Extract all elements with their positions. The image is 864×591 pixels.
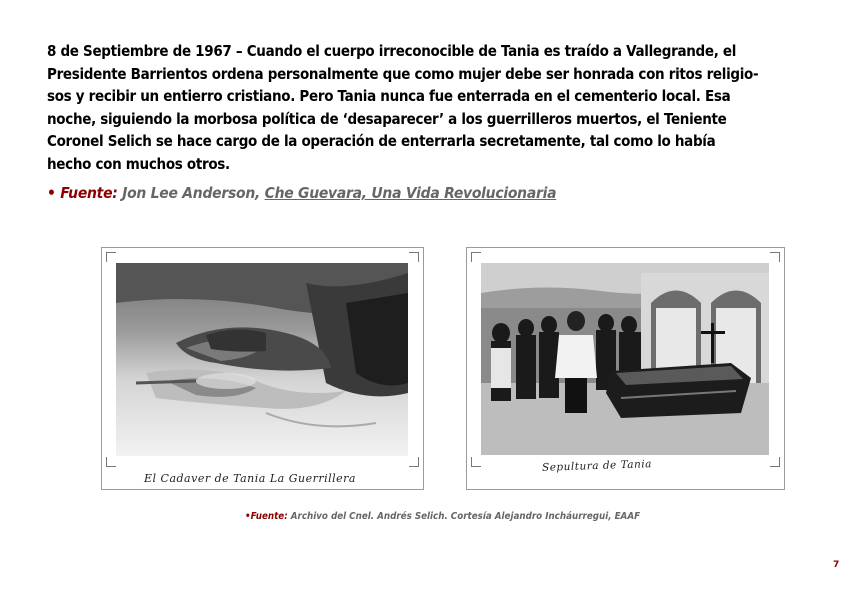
photo-caption: Sepultura de Tania bbox=[541, 458, 653, 474]
paragraph-line: noche, siguiendo la morbosa política de ‘desaparecer’ a los guerrilleros muertos, el Teniente bbox=[47, 109, 727, 128]
source-book-link[interactable]: Che Guevara, Una Vida Revolucionaria bbox=[264, 184, 557, 202]
paragraph-line: sos y recibir un entierro cristiano. Pero Tania nunca fue enterrada en el cementerio local. Esa bbox=[47, 87, 731, 105]
photo-sepultura-image bbox=[481, 263, 769, 455]
paragraph-line: hecho con muchos otros. bbox=[47, 154, 230, 173]
main-paragraph bbox=[47, 40, 837, 175]
paragraph-line: Presidente Barrientos ordena personalmente que como mujer debe ser honrada con ritos religio- bbox=[47, 64, 759, 83]
page-number: 7 bbox=[833, 560, 840, 570]
photo-source-citation bbox=[245, 511, 640, 522]
photo-source-text: Archivo del Cnel. Andrés Selich. Cortesía Alejandro Incháurregui, EAAF bbox=[290, 511, 641, 522]
photo-cadaver-image bbox=[116, 263, 408, 456]
paragraph-line: 8 de Septiembre de 1967 – Cuando el cuerpo irreconocible de Tania es traído a Vallegrande, el bbox=[47, 42, 737, 60]
bullet: • bbox=[47, 184, 56, 202]
source-author: Jon Lee Anderson, bbox=[122, 184, 261, 202]
photo-source-label: •Fuente: bbox=[245, 511, 288, 522]
paragraph-line: Coronel Selich se hace cargo de la operación de enterrarla secretamente, tal como lo había bbox=[47, 132, 716, 150]
source-label: Fuente: bbox=[60, 184, 118, 202]
photo-card-sepultura bbox=[466, 247, 785, 490]
source-citation bbox=[47, 184, 556, 202]
photo-caption: El Cadaver de Tania La Guerrillera bbox=[144, 472, 356, 485]
photo-card-cadaver bbox=[101, 247, 424, 490]
